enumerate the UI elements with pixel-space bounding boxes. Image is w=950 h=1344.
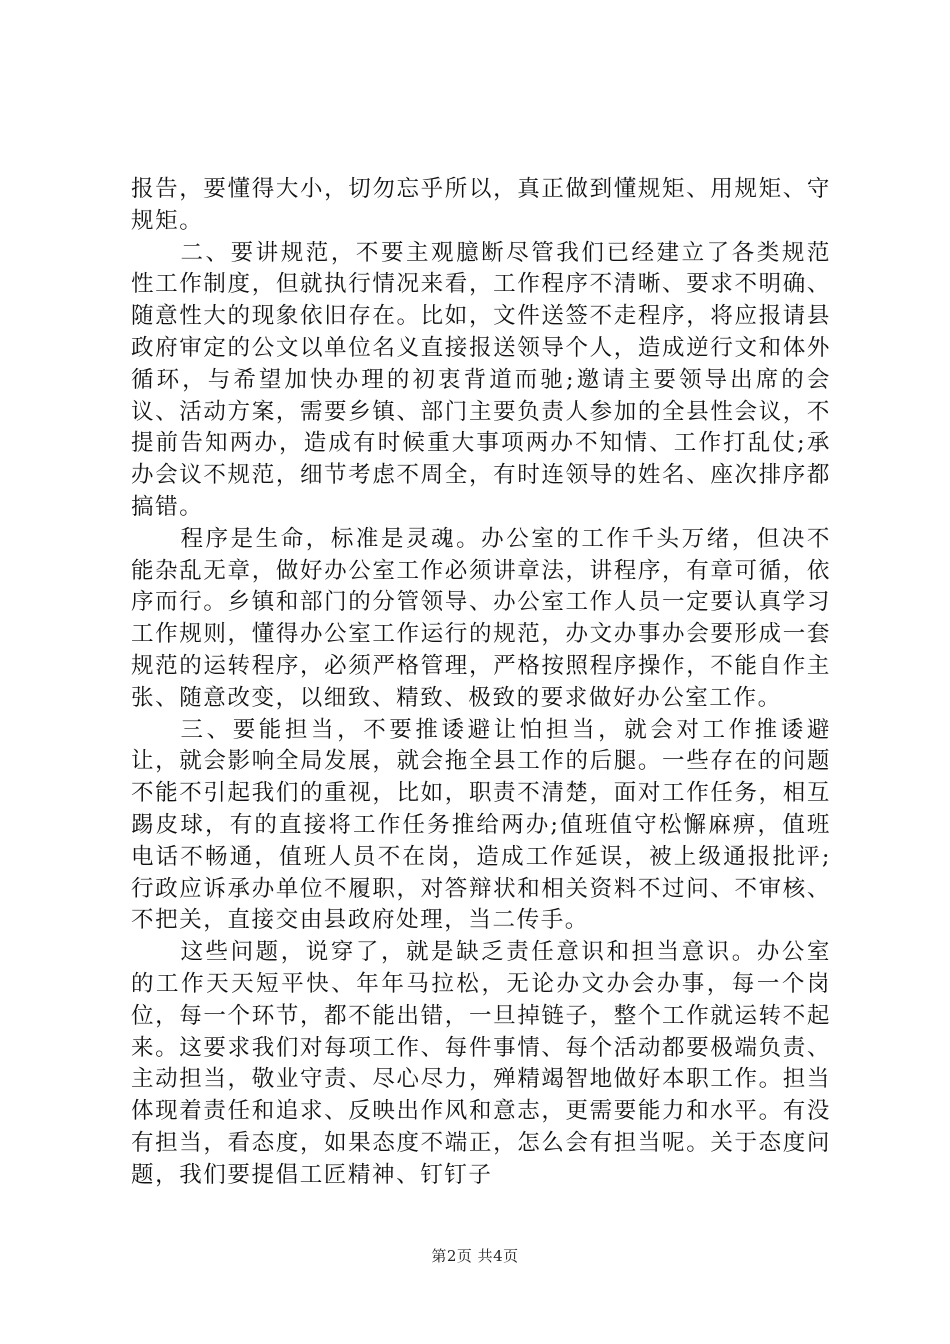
paragraph-responsibility: 这些问题，说穿了，就是缺乏责任意识和担当意识。办公室的工作天天短平快、年年马拉松，无论办文办会办事，每一个岗位，每一个环节，都不能出错，一旦掉链子，整个工作就运转不起来。这要求我们对每项工作、每件事情、每个活动都要极端负责、主动担当，敬业守责、尽心尽力，殚精竭智地做好本职工作。担当体现着责任和追求、反映出作风和意志，更需要能力和水平。有没有担当，看态度，如果态度不端正，怎么会有担当呢。关于态度问题，我们要提倡工匠精神、钉钉子 xyxy=(131,939,831,1188)
document-body xyxy=(131,174,831,1192)
paragraph-section-two: 二、要讲规范，不要主观臆断尽管我们已经建立了各类规范性工作制度，但就执行情况来看，工作程序不清晰、要求不明确、随意性大的现象依旧存在。比如，文件送签不走程序，将应报请县政府审定的公文以单位名义直接报送领导个人，造成逆行文和体外循环，与希望加快办理的初衷背道而驰;邀请主要领导出席的会议、活动方案，需要乡镇、部门主要负责人参加的全县性会议，不提前告知两办，造成有时候重大事项两办不知情、工作打乱仗;承办会议不规范，细节考虑不周全，有时连领导的姓名、座次排序都搞错。 xyxy=(131,239,831,520)
page-number-footer: 第2页 共4页 xyxy=(431,1247,519,1265)
paragraph-procedure: 程序是生命，标准是灵魂。办公室的工作千头万绪，但决不能杂乱无章，做好办公室工作必须讲章法，讲程序，有章可循，依序而行。乡镇和部门的分管领导、办公室工作人员一定要认真学习工作规则，懂得办公室工作运行的规范，办文办事办会要形成一套规范的运转程序，必须严格管理，严格按照程序操作，不能自作主张、随意改变，以细致、精致、极致的要求做好办公室工作。 xyxy=(131,525,831,711)
paragraph-section-three: 三、要能担当，不要推诿避让怕担当，就会对工作推诿避让，就会影响全局发展，就会拖全县工作的后腿。一些存在的问题不能不引起我们的重视，比如，职责不清楚，面对工作任务，相互踢皮球，有的直接将工作任务推给两办;值班值守松懈麻痹，值班电话不畅通，值班人员不在岗，造成工作延误，被上级通报批评;行政应诉承办单位不履职，对答辩状和相关资料不过问、不审核、不把关，直接交由县政府处理，当二传手。 xyxy=(131,716,831,934)
paragraph-continuation: 报告，要懂得大小，切勿忘乎所以，真正做到懂规矩、用规矩、守规矩。 xyxy=(131,176,831,234)
